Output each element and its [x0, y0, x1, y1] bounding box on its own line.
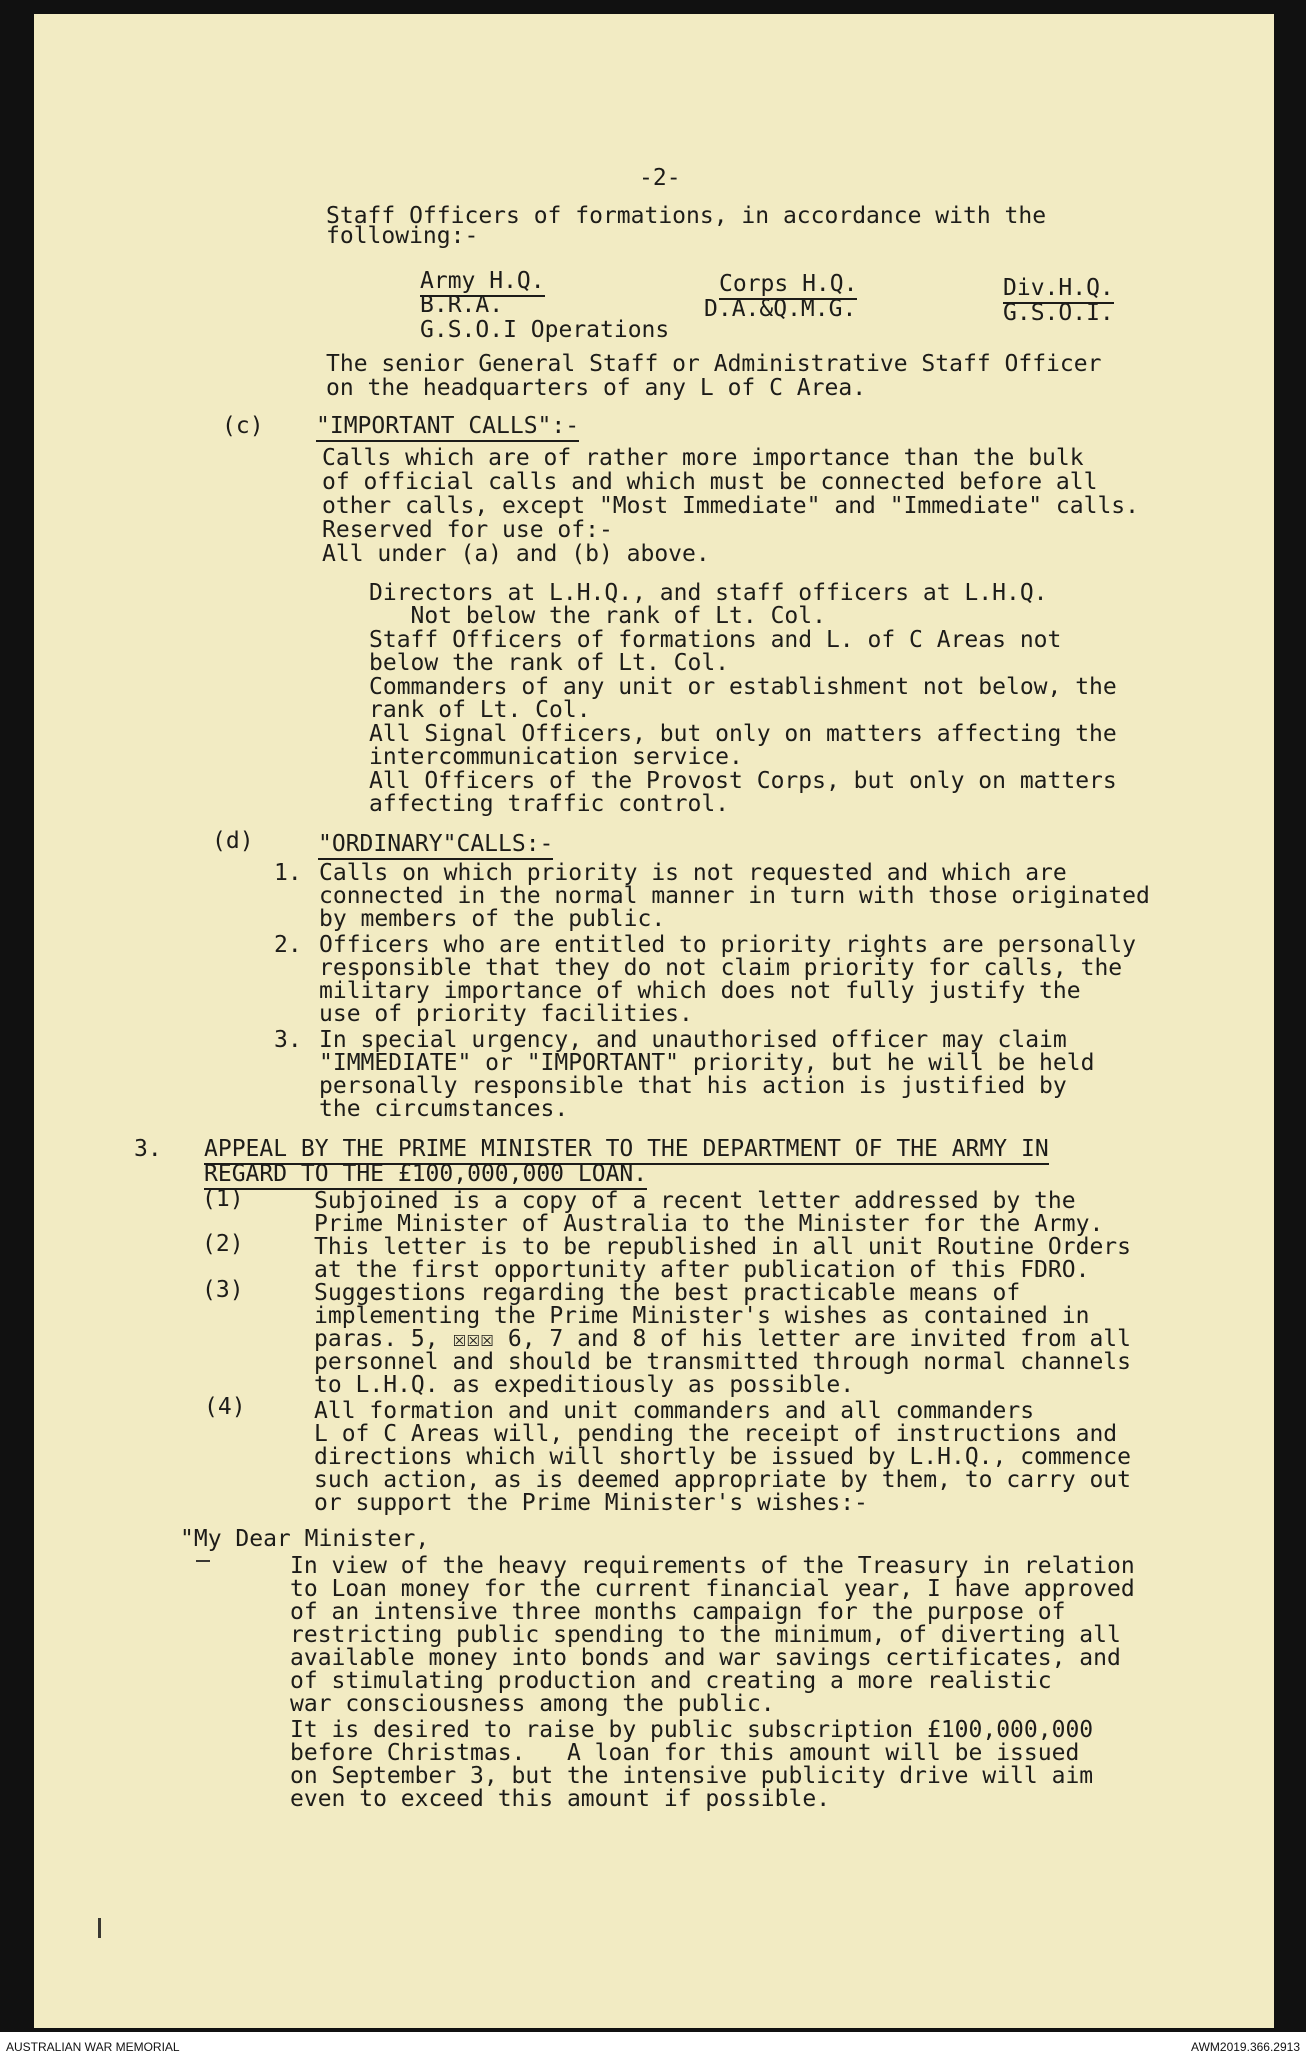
div-hq-heading: Div.H.Q.	[1003, 276, 1114, 304]
section-c-line-3: other calls, except "Most Immediate" and "Immediate" calls.	[322, 493, 1139, 519]
letter-para-1-line-5: available money into bonds and war savings certificates, and	[290, 1645, 1121, 1671]
section-d-item-1-line-1: Calls on which priority is not requested and which are	[319, 860, 1067, 886]
senior-staff-line-2: on the headquarters of any L of C Area.	[326, 375, 867, 401]
section-3-para-3-label: (3)	[202, 1277, 244, 1303]
section-d-item-1-line-2: connected in the normal manner in turn with those originated	[319, 883, 1150, 909]
letter-para-2-line-3: on September 3, but the intensive publicity drive will aim	[290, 1763, 1094, 1789]
section-3-para-1-line-1: Subjoined is a copy of a recent letter addressed by the	[314, 1188, 1076, 1214]
margin-mark	[196, 1560, 210, 1562]
intro-line-1: Staff Officers of formations, in accordance with the	[326, 203, 1047, 229]
section-3-para-2-label: (2)	[202, 1231, 244, 1257]
footer-credit: AUSTRALIAN WAR MEMORIAL	[6, 2040, 180, 2054]
section-c-list-2: Not below the rank of Lt. Col.	[369, 603, 826, 629]
army-hq-item-2: G.S.O.I Operations	[420, 317, 670, 343]
section-3-para-4-line-4: such action, as is deemed appropriate by them, to carry out	[314, 1467, 1131, 1493]
section-c-line-4: Reserved for use of:-	[322, 517, 613, 543]
div-hq-item-1: G.S.O.I.	[1003, 300, 1114, 326]
corps-hq-item-1: D.A.&Q.M.G.	[704, 296, 857, 322]
section-d-item-3-line-1: In special urgency, and unauthorised officer may claim	[319, 1027, 1067, 1053]
letter-para-2-line-1: It is desired to raise by public subscription £100,000,000	[290, 1717, 1094, 1743]
section-c-list-8: intercommunication service.	[369, 744, 743, 770]
section-3-para-4-line-5: or support the Prime Minister's wishes:-	[314, 1490, 868, 1516]
section-d-item-3-line-2: "IMMEDIATE" or "IMPORTANT" priority, but he will be held	[319, 1050, 1095, 1076]
section-c-list-5: Commanders of any unit or establishment not below, the	[369, 674, 1117, 700]
intro-line-2: following:-	[326, 223, 479, 249]
letter-para-1-line-2: to Loan money for the current financial year, I have approved	[290, 1576, 1135, 1602]
section-c-label: (c)	[222, 413, 264, 439]
section-c-list-3: Staff Officers of formations and L. of C Areas not	[369, 627, 1062, 653]
army-hq-item-1: B.R.A.	[420, 292, 504, 318]
section-3-para-2-line-1: This letter is to be republished in all unit Routine Orders	[314, 1234, 1131, 1260]
margin-tick	[98, 1918, 101, 1938]
section-d-item-1-number: 1.	[274, 860, 302, 886]
corps-hq-heading: Corps H.Q.	[719, 272, 857, 300]
section-d-item-2-line-4: use of priority facilities.	[319, 1001, 693, 1027]
letter-para-1-line-3: of an intensive three months campaign for the purpose of	[290, 1599, 1066, 1625]
footer-reference: AWM2019.366.2913	[1191, 2040, 1300, 2054]
section-3-para-2-line-2: at the first opportunity after publication of this FDRO.	[314, 1257, 1090, 1283]
section-d-item-2-line-2: responsible that they do not claim priority for calls, the	[319, 955, 1123, 981]
section-3-heading-line-2: REGARD TO THE £100,000,000 LOAN.	[204, 1162, 647, 1190]
letter-para-1-line-1: In view of the heavy requirements of the Treasury in relation	[290, 1553, 1135, 1579]
letter-para-1-line-6: of stimulating production and creating a more realistic	[290, 1668, 1052, 1694]
section-d-heading: "ORDINARY"CALLS:-	[318, 832, 553, 860]
section-3-number: 3.	[134, 1136, 162, 1162]
army-hq-heading: Army H.Q.	[420, 269, 545, 297]
section-c-list-10: affecting traffic control.	[369, 791, 730, 817]
letter-para-2-line-2: before Christmas. A loan for this amount will be issued	[290, 1740, 1080, 1766]
section-d-item-3-line-4: the circumstances.	[319, 1096, 569, 1122]
section-3-para-3-line-3: paras. 5, ☒☒☒ 6, 7 and 8 of his letter are invited from all	[314, 1326, 1131, 1352]
letter-para-1-line-7: war consciousness among the public.	[290, 1691, 775, 1717]
document-page	[34, 14, 1274, 2028]
letter-salutation: "My Dear Minister,	[180, 1526, 430, 1552]
archive-footer	[0, 2032, 1306, 2061]
section-3-para-3-line-1: Suggestions regarding the best practicable means of	[314, 1280, 1021, 1306]
section-d-item-3-line-3: personally responsible that his action is justified by	[319, 1073, 1067, 1099]
section-c-list-7: All Signal Officers, but only on matters affecting the	[369, 721, 1117, 747]
section-d-item-3-number: 3.	[274, 1027, 302, 1053]
letter-para-1-line-4: restricting public spending to the minimum, of diverting all	[290, 1622, 1121, 1648]
section-c-line-1: Calls which are of rather more importance than the bulk	[322, 445, 1084, 471]
page-number: -2-	[639, 165, 681, 191]
section-3-para-4-line-3: directions which will shortly be issued by L.H.Q., commence	[314, 1444, 1131, 1470]
section-d-item-2-number: 2.	[274, 932, 302, 958]
section-d-label: (d)	[212, 828, 254, 854]
section-3-para-3-line-2: implementing the Prime Minister's wishes as contained in	[314, 1303, 1090, 1329]
section-c-list-9: All Officers of the Provost Corps, but only on matters	[369, 768, 1117, 794]
section-c-line-2: of official calls and which must be connected before all	[322, 469, 1098, 495]
section-d-item-1-line-3: by members of the public.	[319, 906, 666, 932]
section-3-para-1-line-2: Prime Minister of Australia to the Minister for the Army.	[314, 1211, 1104, 1237]
section-3-para-4-line-1: All formation and unit commanders and all commanders	[314, 1398, 1035, 1424]
section-c-list-1: Directors at L.H.Q., and staff officers at L.H.Q.	[369, 580, 1048, 606]
section-c-list-6: rank of Lt. Col.	[369, 697, 591, 723]
section-c-list-4: below the rank of Lt. Col.	[369, 650, 730, 676]
section-c-line-5: All under (a) and (b) above.	[322, 541, 710, 567]
senior-staff-line-1: The senior General Staff or Administrative Staff Officer	[326, 351, 1102, 377]
section-3-para-3-line-5: to L.H.Q. as expeditiously as possible.	[314, 1372, 855, 1398]
section-3-para-3-line-4: personnel and should be transmitted through normal channels	[314, 1349, 1131, 1375]
section-3-heading-line-1: APPEAL BY THE PRIME MINISTER TO THE DEPARTMENT OF THE ARMY IN	[204, 1137, 1049, 1165]
section-3-para-1-label: (1)	[202, 1186, 244, 1212]
section-d-item-2-line-1: Officers who are entitled to priority rights are personally	[319, 932, 1136, 958]
section-c-heading: "IMPORTANT CALLS":-	[316, 414, 579, 442]
section-3-para-4-label: (4)	[204, 1394, 246, 1420]
letter-para-2-line-4: even to exceed this amount if possible.	[290, 1786, 831, 1812]
section-3-para-4-line-2: L of C Areas will, pending the receipt of instructions and	[314, 1421, 1118, 1447]
section-d-item-2-line-3: military importance of which does not fully justify the	[319, 978, 1081, 1004]
